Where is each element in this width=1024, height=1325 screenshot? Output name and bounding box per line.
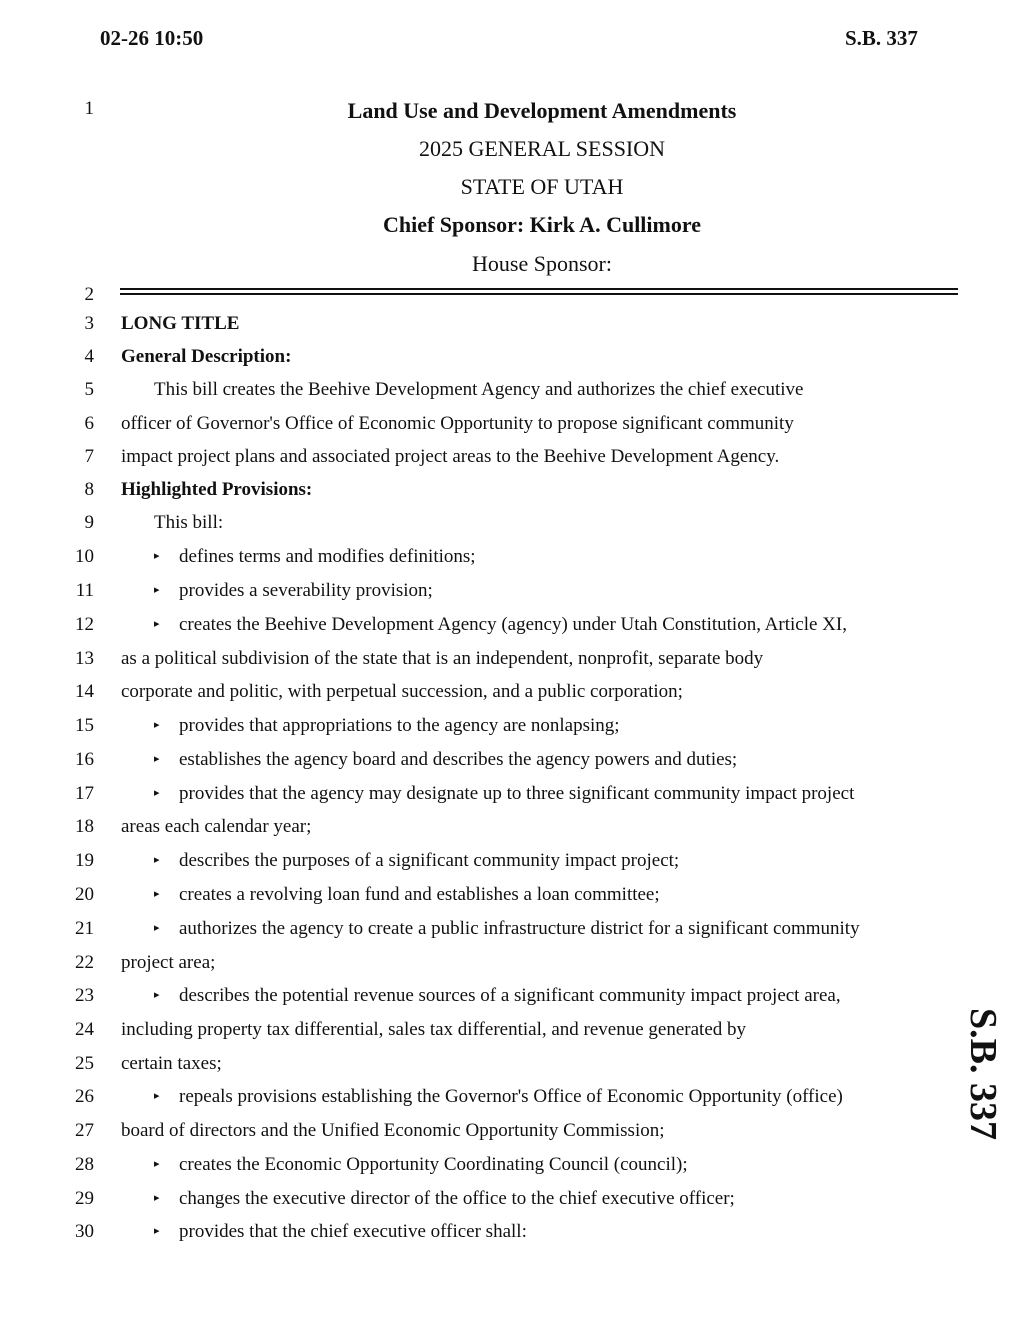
bullet-icon: ▸: [154, 1090, 160, 1102]
section-heading-long-title: LONG TITLE: [121, 313, 240, 334]
house-sponsor: House Sponsor:: [472, 251, 612, 276]
bullet-icon: ▸: [154, 888, 160, 900]
text-line: project area;: [121, 952, 216, 973]
bullet-item: [154, 783, 854, 805]
line-number: 23: [75, 985, 94, 1006]
line-number: 27: [75, 1120, 94, 1141]
header-bill-number: S.B. 337: [845, 26, 918, 50]
bullet-text: authorizes the agency to create a public infrastructure district for a significant community: [179, 918, 860, 939]
bullet-text: provides that appropriations to the agency are nonlapsing;: [179, 715, 620, 736]
line-number: 14: [75, 681, 94, 702]
line-number: 24: [75, 1019, 94, 1040]
bullet-icon: ▸: [154, 1225, 160, 1237]
bullet-item: [154, 715, 620, 737]
text-line: certain taxes;: [121, 1053, 222, 1074]
section-heading-general-description: General Description:: [121, 346, 292, 367]
bullet-icon: ▸: [154, 854, 160, 866]
line-number: 9: [84, 512, 94, 533]
line-number: 7: [84, 446, 94, 467]
line-number: 20: [75, 884, 94, 905]
bullet-item: [154, 850, 679, 872]
bullet-item: [154, 1154, 688, 1176]
header-timestamp: 02-26 10:50: [100, 26, 204, 50]
bullet-icon: ▸: [154, 1192, 160, 1204]
line-number: 28: [75, 1154, 94, 1175]
line-number: 11: [75, 580, 94, 601]
line-number: 29: [75, 1188, 94, 1209]
bullet-icon: ▸: [154, 1158, 160, 1170]
line-number: 13: [75, 648, 94, 669]
line-number: 8: [84, 479, 94, 500]
state-label: STATE OF UTAH: [460, 174, 624, 199]
bullet-item: [154, 1086, 843, 1108]
bullet-item: [154, 1188, 735, 1210]
bullet-icon: ▸: [154, 618, 160, 630]
session-label: 2025 GENERAL SESSION: [418, 136, 666, 161]
bullet-text: creates the Economic Opportunity Coordinating Council (council);: [179, 1154, 688, 1175]
line-number: 5: [84, 379, 94, 400]
bullet-text: establishes the agency board and describes the agency powers and duties;: [179, 749, 738, 770]
text-line: impact project plans and associated project areas to the Beehive Development Agency.: [121, 446, 780, 467]
line-number: 19: [75, 850, 94, 871]
line-number: 15: [75, 715, 94, 736]
line-number: 18: [75, 816, 94, 837]
bullet-icon: ▸: [154, 753, 160, 765]
line-number: 12: [75, 614, 94, 635]
text-line: including property tax differential, sales tax differential, and revenue generated by: [121, 1019, 746, 1040]
bill-title: Land Use and Development Amendments: [347, 98, 737, 123]
bullet-item: [154, 749, 737, 771]
bullet-icon: ▸: [154, 989, 160, 1001]
line-number: 3: [84, 313, 94, 334]
line-number: 17: [75, 783, 94, 804]
section-heading-highlighted-provisions: Highlighted Provisions:: [121, 479, 313, 500]
bullet-text: creates the Beehive Development Agency (agency) under Utah Constitution, Article XI,: [179, 614, 847, 635]
bullet-item: [154, 985, 841, 1007]
text-line: as a political subdivision of the state that is an independent, nonprofit, separate body: [121, 648, 764, 669]
bullet-icon: ▸: [154, 922, 160, 934]
bullet-text: creates a revolving loan fund and establishes a loan committee;: [179, 884, 660, 905]
bullet-text: repeals provisions establishing the Governor's Office of Economic Opportunity (office): [179, 1086, 843, 1107]
bullet-text: describes the potential revenue sources of a significant community impact project area,: [179, 985, 841, 1006]
bullet-item: [154, 546, 476, 568]
line-number: 1: [84, 98, 94, 119]
text-line: This bill:: [154, 512, 224, 533]
chief-sponsor: Chief Sponsor: Kirk A. Cullimore: [382, 212, 701, 237]
line-number: 2: [84, 284, 94, 305]
bullet-icon: ▸: [154, 584, 160, 596]
bullet-icon: ▸: [154, 787, 160, 799]
bullet-icon: ▸: [154, 719, 160, 731]
bullet-item: [154, 1221, 527, 1243]
line-number: 21: [75, 918, 94, 939]
line-number: 30: [75, 1221, 94, 1242]
bullet-item: [154, 918, 860, 940]
title-rule-bottom: [120, 293, 958, 295]
text-line: areas each calendar year;: [121, 816, 312, 837]
bullet-item: [154, 580, 433, 602]
line-number: 4: [84, 346, 94, 367]
bullet-item: [154, 614, 847, 636]
bullet-text: defines terms and modifies definitions;: [179, 546, 476, 567]
line-number: 22: [75, 952, 94, 973]
bullet-text: provides that the chief executive officer shall:: [179, 1221, 527, 1242]
bullet-text: describes the purposes of a significant community impact project;: [179, 850, 680, 871]
title-rule-top: [120, 288, 958, 290]
text-line: board of directors and the Unified Economic Opportunity Commission;: [121, 1120, 665, 1141]
text-line: officer of Governor's Office of Economic Opportunity to propose significant community: [121, 413, 794, 434]
bullet-text: provides a severability provision;: [179, 580, 433, 601]
line-number: 6: [84, 413, 94, 434]
bullet-text: changes the executive director of the office to the chief executive officer;: [179, 1188, 735, 1209]
line-number: 26: [75, 1086, 94, 1107]
text-line: corporate and politic, with perpetual succession, and a public corporation;: [121, 681, 683, 702]
line-number: 16: [75, 749, 94, 770]
bullet-item: [154, 884, 660, 906]
bullet-text: provides that the agency may designate up to three significant community impact project: [179, 783, 855, 804]
text-line: This bill creates the Beehive Development Agency and authorizes the chief executive: [154, 379, 804, 400]
bullet-icon: ▸: [154, 550, 160, 562]
side-bill-label: S.B. 337: [962, 1008, 1004, 1140]
line-number: 10: [75, 546, 94, 567]
line-number: 25: [75, 1053, 94, 1074]
